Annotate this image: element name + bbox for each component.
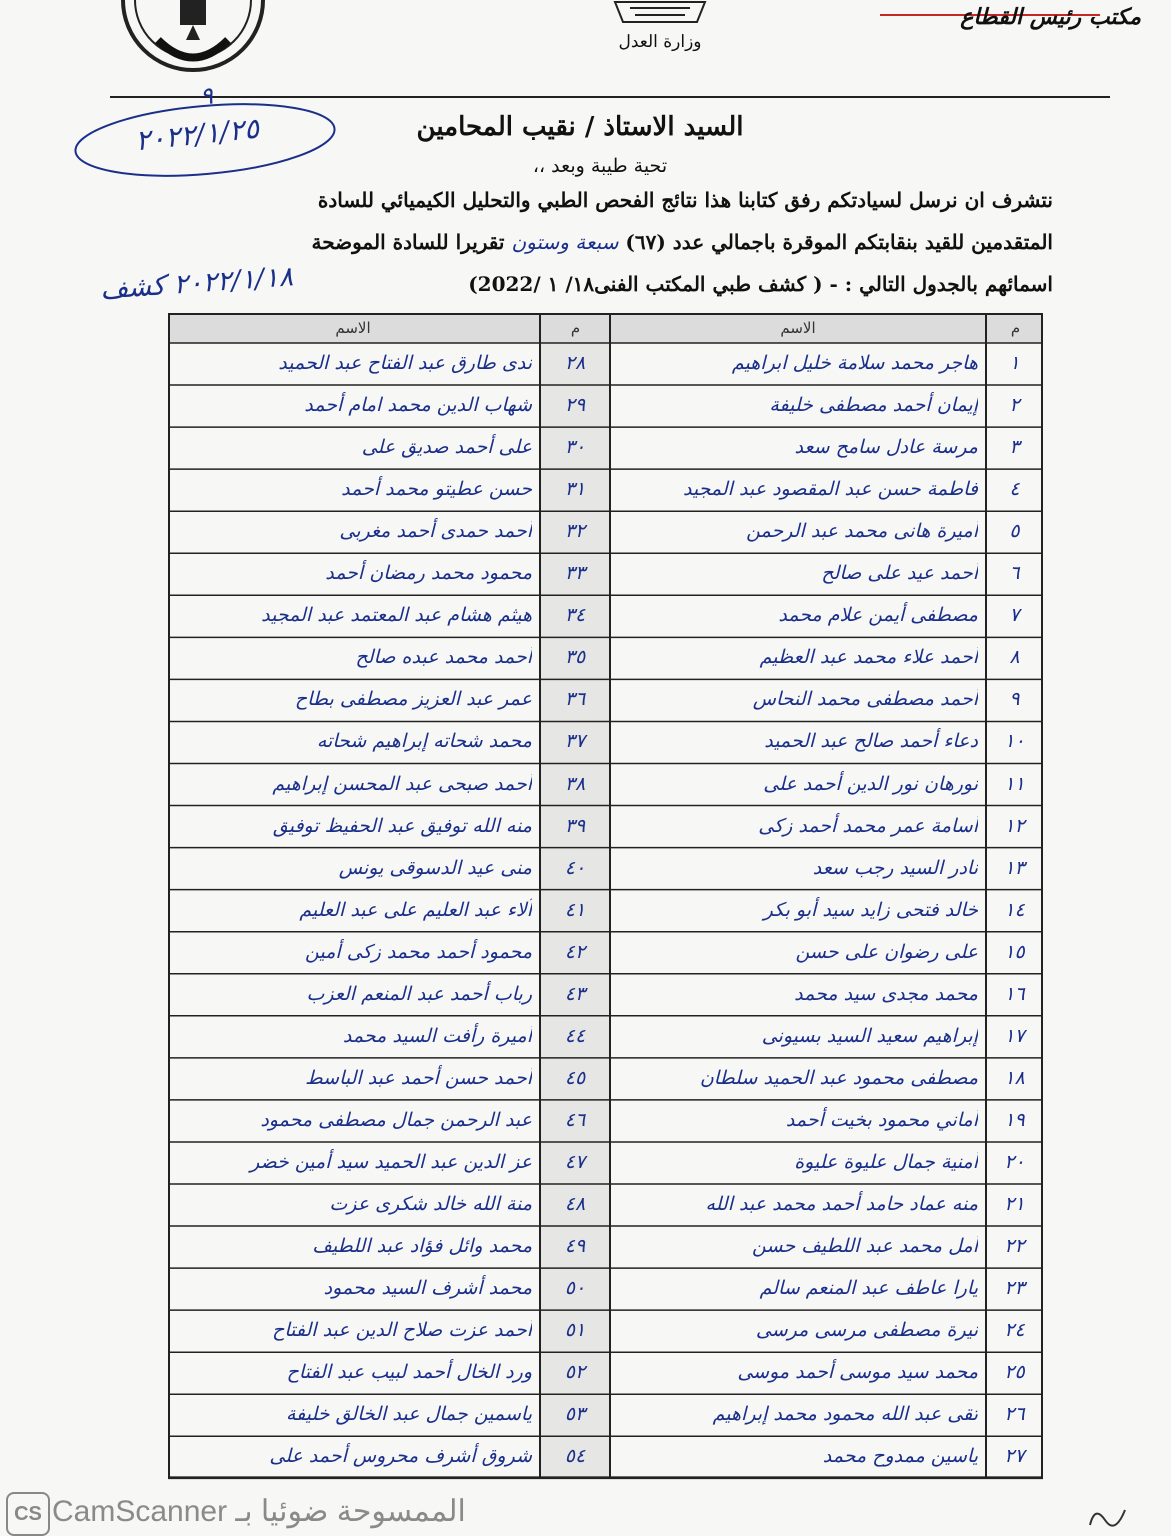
- left-row-number: ٣٩: [564, 814, 586, 837]
- margin-scribble: [1085, 1500, 1135, 1530]
- left-row-number: ٥٠: [564, 1277, 586, 1300]
- left-row-number: ٣٠: [564, 436, 586, 459]
- right-row-name: منه عماد حامد أحمد محمد عبد الله: [705, 1193, 978, 1215]
- right-row-number: ٥: [1009, 520, 1020, 543]
- letter-greeting: تحية طيبة وبعد ،،: [532, 155, 668, 177]
- right-row-number: ٢٠: [1004, 1150, 1025, 1173]
- left-row-number: ٤٥: [564, 1066, 586, 1089]
- letter-line-2: [311, 230, 1053, 254]
- right-row-name: فاطمة حسن عبد المقصود عبد المجيد: [682, 478, 978, 501]
- right-row-name: أميرة هانى محمد عبد الرحمن: [746, 520, 978, 543]
- right-row-name: مصطفى أيمن علام محمد: [778, 604, 978, 627]
- left-row-name: هيثم هشام عبد المعتمد عبد المجيد: [261, 604, 532, 627]
- right-row-name: أحمد عيد على صالح: [821, 562, 978, 585]
- right-row-number: ١٦: [1004, 982, 1025, 1005]
- right-row-name: يارا عاطف عبد المنعم سالم: [759, 1277, 978, 1300]
- left-row-number: ٣٣: [564, 562, 586, 585]
- right-row-name: نيرة مصطفى مرسى مرسى: [755, 1319, 978, 1342]
- left-row-number: ٤٤: [564, 1024, 586, 1047]
- left-row-number: ٤٧: [564, 1150, 586, 1173]
- right-row-number: ١٧: [1004, 1024, 1025, 1047]
- right-row-number: ١٢: [1004, 814, 1025, 837]
- right-row-number: ١٨: [1004, 1066, 1025, 1089]
- handwritten-date: ٢٠٢٢/١/١٨ كشف: [99, 261, 295, 306]
- right-row-name: إيمان أحمد مصطفى خليفة: [769, 394, 978, 417]
- right-row-number: ١٥: [1004, 940, 1025, 963]
- left-row-number: ٣١: [564, 478, 586, 501]
- left-row-name: أحمد حمدى أحمد مغربى: [339, 520, 532, 543]
- left-header-num: م: [570, 319, 581, 337]
- left-row-name: أحمد عزت صلاح الدين عبد الفتاح: [272, 1319, 532, 1342]
- ministry-name: وزارة العدل: [618, 32, 702, 52]
- right-row-number: ٢٣: [1004, 1277, 1025, 1300]
- right-header-num: م: [1010, 319, 1021, 337]
- left-row-name: ياسمين جمال عبد الخالق خليفة: [285, 1403, 532, 1426]
- left-row-number: ٣٦: [564, 688, 586, 711]
- right-row-number: ١: [1009, 352, 1020, 374]
- left-row-number: ٤٩: [564, 1235, 586, 1258]
- left-row-number: ٤٠: [564, 856, 586, 879]
- right-row-name: تقى عبد الله محمود محمد إبراهيم: [712, 1403, 978, 1426]
- left-row-name: ورد الخال أحمد لبيب عبد الفتاح: [286, 1361, 532, 1384]
- left-row-number: ٥١: [564, 1319, 586, 1342]
- right-row-name: خالد فتحى زايد سيد أبو بكر: [763, 898, 978, 921]
- left-row-number: ٢٨: [564, 352, 586, 374]
- stamp-date: ٢٠٢٢/١/٢٥: [133, 111, 261, 158]
- left-row-name: محمد شحاته إبراهيم شحاته: [316, 730, 532, 753]
- right-row-name: مصطفى محمود عبد الحميد سلطان: [699, 1066, 978, 1089]
- right-row-name: مرسة عادل سامح سعد: [794, 436, 978, 459]
- letter-line-2-end: تقريرا للسادة الموضحة: [311, 230, 505, 254]
- left-row-name: عمر عبد العزيز مصطفى بطاح: [294, 688, 532, 711]
- right-row-number: ٩: [1009, 688, 1020, 711]
- letter-line-2-start: المتقدمين للقيد بنقابتكم الموقرة باجمالي عدد (٦٧): [625, 230, 1053, 254]
- left-row-number: ٣٨: [564, 772, 586, 795]
- office-heading: مكتب رئيس القطاع: [960, 4, 1141, 30]
- left-row-number: ٢٩: [564, 394, 586, 417]
- right-row-number: ١٤: [1004, 898, 1025, 921]
- left-row-name: منة الله خالد شكرى عزت: [329, 1193, 532, 1215]
- right-row-number: ١٩: [1004, 1108, 1025, 1131]
- right-row-name: نورهان نور الدين أحمد على: [763, 772, 978, 795]
- left-row-name: محمود أحمد محمد زكى أمين: [305, 940, 532, 963]
- right-row-number: ٢١: [1004, 1193, 1025, 1215]
- left-row-name: شروق أشرف محروس أحمد على: [269, 1445, 532, 1468]
- left-row-number: ٥٤: [564, 1445, 586, 1468]
- left-row-number: ٣٢: [564, 520, 586, 543]
- left-row-name: أحمد محمد عبده صالح: [355, 646, 532, 669]
- right-row-number: ٢: [1009, 394, 1020, 417]
- right-row-number: ١٣: [1004, 856, 1025, 879]
- left-row-name: حسن عطيتو محمد أحمد: [341, 478, 532, 501]
- right-row-name: إبراهيم سعيد السيد بسيونى: [761, 1024, 978, 1047]
- left-row-name: ندى طارق عبد الفتاح عبد الحميد: [278, 352, 532, 374]
- left-row-number: ٤٦: [564, 1108, 586, 1131]
- left-row-name: على أحمد صديق على: [361, 436, 532, 459]
- left-row-number: ٤٣: [564, 982, 586, 1005]
- right-row-number: ٦: [1009, 562, 1020, 585]
- right-row-number: ١٠: [1004, 730, 1025, 753]
- right-header-name: الاسم: [780, 319, 816, 337]
- right-row-number: ٨: [1009, 646, 1020, 669]
- right-row-name: دعاء أحمد صالح عبد الحميد: [764, 730, 978, 753]
- right-row-name: نادر السيد رجب سعد: [812, 856, 978, 879]
- right-row-name: على رضوان على حسن: [795, 940, 978, 963]
- right-row-name: أسامة عمر محمد أحمد زكى: [758, 814, 978, 837]
- right-row-name: هاجر محمد سلامة خليل ابراهيم: [731, 352, 978, 374]
- camscanner-text: CamScanner الممسوحة ضوئيا بـ: [52, 1495, 466, 1528]
- letter-line-2-handwritten: سبعة وستون: [511, 230, 619, 254]
- letter-line-1: نتشرف ان نرسل لسيادتكم رفق كتابنا هذا نتائج الفحص الطبي والتحليل الكيميائي للسادة: [317, 188, 1053, 212]
- right-row-name: محمد مجدى سيد محمد: [794, 982, 978, 1005]
- left-row-number: ٤٢: [564, 940, 586, 963]
- right-row-number: ٣: [1009, 436, 1020, 459]
- left-row-number: ٤١: [564, 898, 586, 921]
- right-row-name: أماني محمود بخيت أحمد: [785, 1108, 978, 1131]
- left-row-number: ٥٣: [564, 1403, 586, 1426]
- left-row-name: محمود محمد رمضان أحمد: [325, 562, 532, 585]
- left-row-name: شهاب الدين محمد امام أحمد: [304, 394, 532, 417]
- left-row-number: ٣٤: [564, 604, 586, 627]
- left-row-name: منه الله توفيق عبد الحفيظ توفيق: [272, 814, 532, 837]
- names-table: [168, 313, 1043, 1505]
- left-row-name: آلاء عبد العليم على عبد العليم: [299, 898, 532, 921]
- left-row-name: محمد أشرف السيد محمود: [323, 1277, 532, 1300]
- left-row-name: عبد الرحمن جمال مصطفى محمود: [260, 1108, 532, 1131]
- left-row-name: أحمد صبحى عبد المحسن إبراهيم: [272, 772, 532, 795]
- right-row-number: ٢٦: [1004, 1403, 1025, 1426]
- court-seal-icon: [118, 0, 268, 90]
- right-row-number: ٤: [1009, 478, 1020, 501]
- left-row-name: رباب أحمد عبد المنعم العزب: [306, 982, 532, 1005]
- left-header-name: الاسم: [335, 319, 371, 337]
- left-row-number: ٣٥: [564, 646, 586, 669]
- left-row-name: محمد وائل فؤاد عبد اللطيف: [312, 1235, 532, 1258]
- left-row-name: منى عيد الدسوقى يونس: [338, 856, 532, 879]
- right-row-name: محمد سيد موسى أحمد موسى: [737, 1361, 978, 1384]
- right-row-number: ٧: [1009, 604, 1020, 627]
- left-row-name: أحمد حسن أحمد عبد الباسط: [305, 1066, 532, 1089]
- right-row-number: ٢٥: [1004, 1361, 1025, 1384]
- right-row-name: أمنية جمال عليوة عليوة: [794, 1150, 978, 1173]
- left-row-name: أميرة رأفت السيد محمد: [342, 1024, 532, 1047]
- right-row-name: أحمد مصطفى محمد النحاس: [752, 688, 978, 711]
- left-row-number: ٣٧: [564, 730, 586, 753]
- right-row-number: ٢٧: [1004, 1445, 1025, 1468]
- left-row-name: عز الدين عبد الحميد سيد أمين خضر: [250, 1150, 532, 1173]
- stamp-code: ٩: [199, 81, 214, 111]
- right-row-name: أمل محمد عبد اللطيف حسن: [752, 1235, 978, 1258]
- right-row-name: أحمد علاء محمد عبد العظيم: [759, 646, 978, 669]
- letter-addressee: السيد الاستاذ / نقيب المحامين: [416, 112, 744, 142]
- camscanner-logo: CS: [6, 1492, 50, 1536]
- header-divider: [110, 96, 1110, 98]
- right-row-number: ١١: [1004, 772, 1025, 795]
- right-row-number: ٢٤: [1004, 1319, 1025, 1342]
- left-row-number: ٥٢: [564, 1361, 586, 1384]
- right-row-name: ياسين ممدوح محمد: [822, 1445, 978, 1468]
- letter-line-3: اسمائهم بالجدول التالي : - ( كشف طبي المكتب الفنى١٨/ ١ /2022): [468, 272, 1053, 296]
- right-row-number: ٢٢: [1004, 1235, 1025, 1258]
- left-row-number: ٤٨: [564, 1193, 586, 1215]
- ministry-emblem-icon: [605, 0, 715, 26]
